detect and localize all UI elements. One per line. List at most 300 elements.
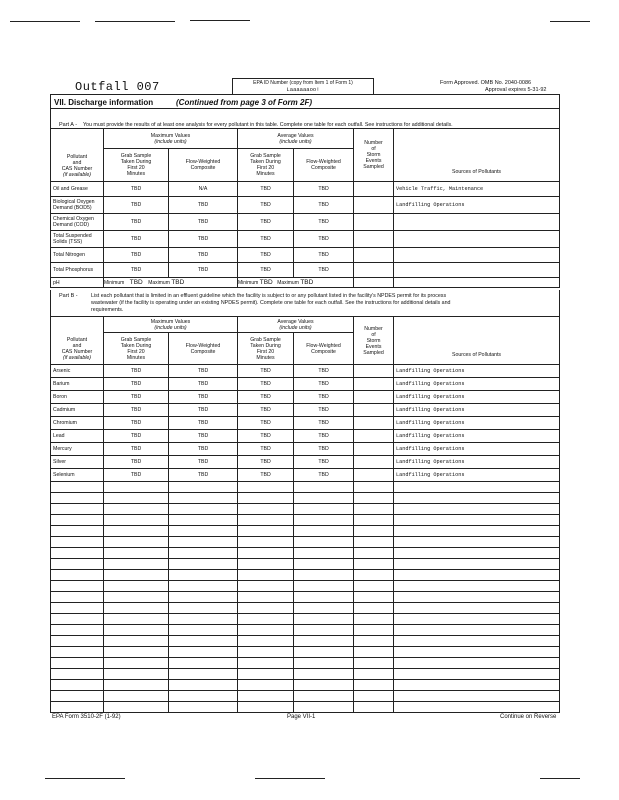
value-cell: TBD [294,248,354,263]
avg-values-header: Average Values (include units) [238,129,354,149]
table-row [51,365,560,378]
empty-cell [394,482,560,493]
value-cell: TBD [238,443,294,456]
empty-cell [169,570,238,581]
pollutant-name: Lead [51,430,104,443]
value-cell: TBD [238,391,294,404]
storm-cell [354,443,394,456]
source-cell [394,231,560,248]
storm-cell [354,365,394,378]
value-cell: TBD [238,263,294,278]
value-cell: TBD [238,404,294,417]
table-row [51,417,560,430]
empty-row [51,625,560,636]
empty-cell [238,592,294,603]
empty-cell [169,482,238,493]
pollutant-name: Total Nitrogen [51,248,104,263]
empty-cell [238,559,294,570]
storm-events-header: Number of Storm Events Sampled [354,317,394,365]
empty-cell [169,526,238,537]
storm-cell [354,197,394,214]
scan-line [255,778,325,779]
empty-cell [354,680,394,691]
table-row [51,231,560,248]
max-values-header: Maximum Values (include units) [104,129,238,149]
empty-cell [294,603,354,614]
value-cell: TBD [104,456,169,469]
value-cell: TBD [294,231,354,248]
value-cell: TBD [169,214,238,231]
empty-cell [238,614,294,625]
empty-row [51,493,560,504]
scan-line [550,21,590,22]
storm-cell [354,214,394,231]
empty-cell [294,570,354,581]
empty-cell [51,537,104,548]
empty-cell [51,636,104,647]
pollutant-name: Total Phosphorus [51,263,104,278]
part-b-text: requirements. [91,307,124,313]
pollutant-name: Boron [51,391,104,404]
empty-cell [238,669,294,680]
empty-row [51,636,560,647]
empty-cell [51,504,104,515]
empty-cell [394,658,560,669]
value-cell: N/A [169,182,238,197]
empty-row [51,537,560,548]
value-cell: TBD [238,469,294,482]
table-row [51,391,560,404]
pollutant-name: pH [51,278,104,288]
value-cell: TBD [238,248,294,263]
empty-cell [238,625,294,636]
value-cell: TBD [238,456,294,469]
page-number: Page VII-1 [287,714,316,720]
empty-cell [394,669,560,680]
pollutant-name: Silver [51,456,104,469]
empty-cell [354,537,394,548]
empty-cell [104,603,169,614]
storm-cell [354,456,394,469]
empty-cell [51,559,104,570]
value-cell: TBD [169,391,238,404]
empty-cell [104,548,169,559]
value-cell: TBD [238,378,294,391]
empty-cell [394,691,560,702]
ph-avg-cell: Minimum TBD Maximum TBD [238,278,354,288]
empty-cell [104,702,169,713]
empty-cell [354,548,394,559]
empty-cell [354,625,394,636]
empty-cell [238,702,294,713]
storm-cell [354,417,394,430]
table-row [51,469,560,482]
empty-row [51,691,560,702]
empty-cell [238,537,294,548]
epa-id-label: EPA ID Number (copy from Item 1 of Form 1) [253,80,353,86]
value-cell: TBD [104,182,169,197]
value-cell: TBD [169,231,238,248]
source-cell: Vehicle Traffic, Maintenance [394,182,560,197]
value-cell: TBD [238,182,294,197]
empty-cell [294,702,354,713]
empty-cell [394,636,560,647]
storm-cell [354,231,394,248]
source-cell [394,278,560,288]
sources-header: Sources of Pollutants [394,317,560,365]
empty-cell [104,537,169,548]
empty-cell [294,625,354,636]
value-cell: TBD [238,197,294,214]
empty-cell [354,570,394,581]
empty-row [51,482,560,493]
table-row [51,443,560,456]
empty-cell [394,493,560,504]
empty-cell [354,526,394,537]
empty-cell [51,647,104,658]
storm-events-header: Number of Storm Events Sampled [354,129,394,182]
empty-cell [294,559,354,570]
empty-row [51,548,560,559]
empty-cell [294,537,354,548]
empty-cell [169,504,238,515]
value-cell: TBD [169,430,238,443]
empty-row [51,526,560,537]
empty-row [51,680,560,691]
empty-row [51,515,560,526]
part-a-instruction [50,108,560,129]
value-cell: TBD [294,214,354,231]
empty-cell [354,603,394,614]
value-cell: TBD [294,404,354,417]
empty-cell [394,559,560,570]
empty-row [51,581,560,592]
part-a-table [50,128,560,288]
empty-row [51,592,560,603]
empty-cell [169,614,238,625]
empty-cell [104,636,169,647]
empty-cell [169,559,238,570]
empty-cell [51,625,104,636]
empty-cell [104,680,169,691]
value-cell: TBD [294,430,354,443]
empty-cell [394,548,560,559]
source-cell: Landfilling Operations [394,456,560,469]
value-cell: TBD [294,182,354,197]
value-cell: TBD [169,263,238,278]
value-cell: TBD [294,456,354,469]
empty-cell [294,526,354,537]
value-cell: TBD [169,443,238,456]
empty-cell [354,636,394,647]
storm-cell [354,263,394,278]
source-cell [394,248,560,263]
empty-cell [51,548,104,559]
empty-cell [238,581,294,592]
value-cell: TBD [104,231,169,248]
empty-cell [51,493,104,504]
value-cell: TBD [238,417,294,430]
grab-header: Grab Sample Taken During First 20 Minutes [104,333,169,365]
empty-cell [294,581,354,592]
pollutant-header: Pollutant and CAS Number (if available) [51,129,104,182]
value-cell: TBD [294,469,354,482]
empty-cell [294,680,354,691]
pollutant-name: Arsenic [51,365,104,378]
empty-cell [354,504,394,515]
empty-cell [51,669,104,680]
empty-row [51,603,560,614]
empty-cell [354,702,394,713]
empty-cell [294,669,354,680]
value-cell: TBD [294,391,354,404]
source-cell: Landfilling Operations [394,443,560,456]
pollutant-name: Mercury [51,443,104,456]
empty-cell [104,482,169,493]
value-cell: TBD [294,197,354,214]
grab-avg-header: Grab Sample Taken During First 20 Minutes [238,333,294,365]
empty-cell [394,680,560,691]
empty-cell [169,548,238,559]
empty-cell [51,570,104,581]
empty-cell [354,482,394,493]
pollutant-name: Biological Oxygen Demand (BOD5) [51,197,104,214]
empty-cell [238,504,294,515]
empty-cell [294,482,354,493]
pollutant-header: Pollutant and CAS Number (if available) [51,317,104,365]
empty-cell [294,636,354,647]
empty-cell [104,570,169,581]
empty-cell [354,647,394,658]
continue-note: Continue on Reverse [500,714,557,720]
empty-cell [394,515,560,526]
grab-header: Grab Sample Taken During First 20 Minutes [104,149,169,182]
empty-cell [104,614,169,625]
empty-cell [104,625,169,636]
flow-avg-header: Flow-Weighted Composite [294,149,354,182]
empty-cell [294,493,354,504]
value-cell: TBD [104,430,169,443]
empty-cell [394,526,560,537]
storm-cell [354,404,394,417]
empty-cell [51,658,104,669]
source-cell: Landfilling Operations [394,417,560,430]
empty-row [51,658,560,669]
empty-cell [238,570,294,581]
empty-cell [169,636,238,647]
value-cell: TBD [104,417,169,430]
storm-cell [354,278,394,288]
empty-cell [169,592,238,603]
empty-row [51,559,560,570]
value-cell: TBD [294,378,354,391]
value-cell: TBD [104,391,169,404]
empty-cell [169,680,238,691]
empty-cell [354,581,394,592]
pollutant-name: Total Suspended Solids (TSS) [51,231,104,248]
form-number: EPA Form 3510-2F (1-92) [52,714,121,720]
table-row [51,378,560,391]
pollutant-name: Barium [51,378,104,391]
pollutant-name: Oil and Grease [51,182,104,197]
empty-cell [294,691,354,702]
empty-cell [104,592,169,603]
empty-cell [394,537,560,548]
value-cell: TBD [104,214,169,231]
empty-cell [394,603,560,614]
empty-cell [394,592,560,603]
empty-cell [238,636,294,647]
scan-line [45,778,125,779]
empty-cell [238,482,294,493]
value-cell: TBD [169,456,238,469]
table-row [51,456,560,469]
empty-cell [51,691,104,702]
empty-cell [104,581,169,592]
flow-header: Flow-Weighted Composite [169,333,238,365]
part-b-text: List each pollutant that is limited in an effluent guideline which the facility is subject to or any pollutant listed in the facility's NPDES permit for its process [91,293,447,299]
empty-cell [394,504,560,515]
empty-cell [238,603,294,614]
empty-cell [394,702,560,713]
empty-cell [169,537,238,548]
ph-row [51,278,560,288]
pollutant-name: Selenium [51,469,104,482]
value-cell: TBD [169,417,238,430]
empty-cell [394,647,560,658]
max-values-header: Maximum Values (include units) [104,317,238,333]
part-b-table [50,316,560,713]
table-row [51,404,560,417]
empty-cell [238,680,294,691]
value-cell: TBD [104,263,169,278]
value-cell: TBD [238,214,294,231]
empty-cell [294,647,354,658]
value-cell: TBD [104,404,169,417]
table-row [51,182,560,197]
value-cell: TBD [104,378,169,391]
empty-cell [104,504,169,515]
empty-cell [354,691,394,702]
empty-cell [238,691,294,702]
empty-cell [354,559,394,570]
value-cell: TBD [169,378,238,391]
approval-expires: Approval expires 5-31-92 [485,87,547,93]
value-cell: TBD [294,263,354,278]
source-cell: Landfilling Operations [394,378,560,391]
source-cell: Landfilling Operations [394,391,560,404]
empty-cell [294,548,354,559]
form-approved: Form Approved. OMB No. 2040-0086 [440,80,532,86]
value-cell: TBD [169,469,238,482]
source-cell [394,214,560,231]
empty-cell [354,493,394,504]
scan-line [95,21,175,22]
epa-id-box [232,78,374,95]
empty-cell [104,493,169,504]
table-row [51,263,560,278]
value-cell: TBD [238,365,294,378]
empty-cell [169,702,238,713]
section-continued: (Continued from page 3 of Form 2F) [176,98,312,107]
table-row [51,430,560,443]
empty-cell [169,493,238,504]
value-cell: TBD [294,417,354,430]
empty-cell [238,526,294,537]
empty-cell [169,581,238,592]
empty-cell [394,570,560,581]
value-cell: TBD [104,365,169,378]
part-a-label: Part A - [59,122,78,128]
value-cell: TBD [104,469,169,482]
empty-cell [238,647,294,658]
flow-header: Flow-Weighted Composite [169,149,238,182]
empty-cell [354,658,394,669]
storm-cell [354,430,394,443]
empty-row [51,504,560,515]
value-cell: TBD [104,443,169,456]
empty-cell [51,526,104,537]
flow-avg-header: Flow-Weighted Composite [294,333,354,365]
empty-cell [394,625,560,636]
empty-cell [104,515,169,526]
outfall-label: Outfall 007 [75,80,160,94]
pollutant-name: Chemical Oxygen Demand (COD) [51,214,104,231]
empty-cell [51,482,104,493]
empty-cell [238,548,294,559]
empty-cell [294,614,354,625]
table-row [51,197,560,214]
source-cell: Landfilling Operations [394,197,560,214]
empty-cell [238,515,294,526]
empty-cell [104,691,169,702]
empty-cell [51,581,104,592]
empty-cell [294,515,354,526]
empty-cell [169,658,238,669]
value-cell: TBD [104,248,169,263]
source-cell: Landfilling Operations [394,469,560,482]
empty-cell [238,658,294,669]
value-cell: TBD [169,248,238,263]
empty-cell [51,603,104,614]
part-b-instruction [50,290,560,316]
scan-line [190,20,250,21]
empty-cell [394,614,560,625]
value-cell: TBD [238,231,294,248]
empty-row [51,702,560,713]
storm-cell [354,378,394,391]
epa-id-value: Laaaaaaoo! [286,86,320,93]
storm-cell [354,469,394,482]
empty-cell [104,647,169,658]
value-cell: TBD [294,443,354,456]
empty-cell [169,691,238,702]
source-cell: Landfilling Operations [394,404,560,417]
empty-cell [394,581,560,592]
scan-line [10,21,80,22]
table-row [51,248,560,263]
empty-cell [51,680,104,691]
empty-cell [104,658,169,669]
grab-avg-header: Grab Sample Taken During First 20 Minutes [238,149,294,182]
empty-cell [294,592,354,603]
empty-cell [169,669,238,680]
empty-cell [51,515,104,526]
value-cell: TBD [169,404,238,417]
empty-cell [51,702,104,713]
source-cell [394,263,560,278]
empty-cell [238,493,294,504]
